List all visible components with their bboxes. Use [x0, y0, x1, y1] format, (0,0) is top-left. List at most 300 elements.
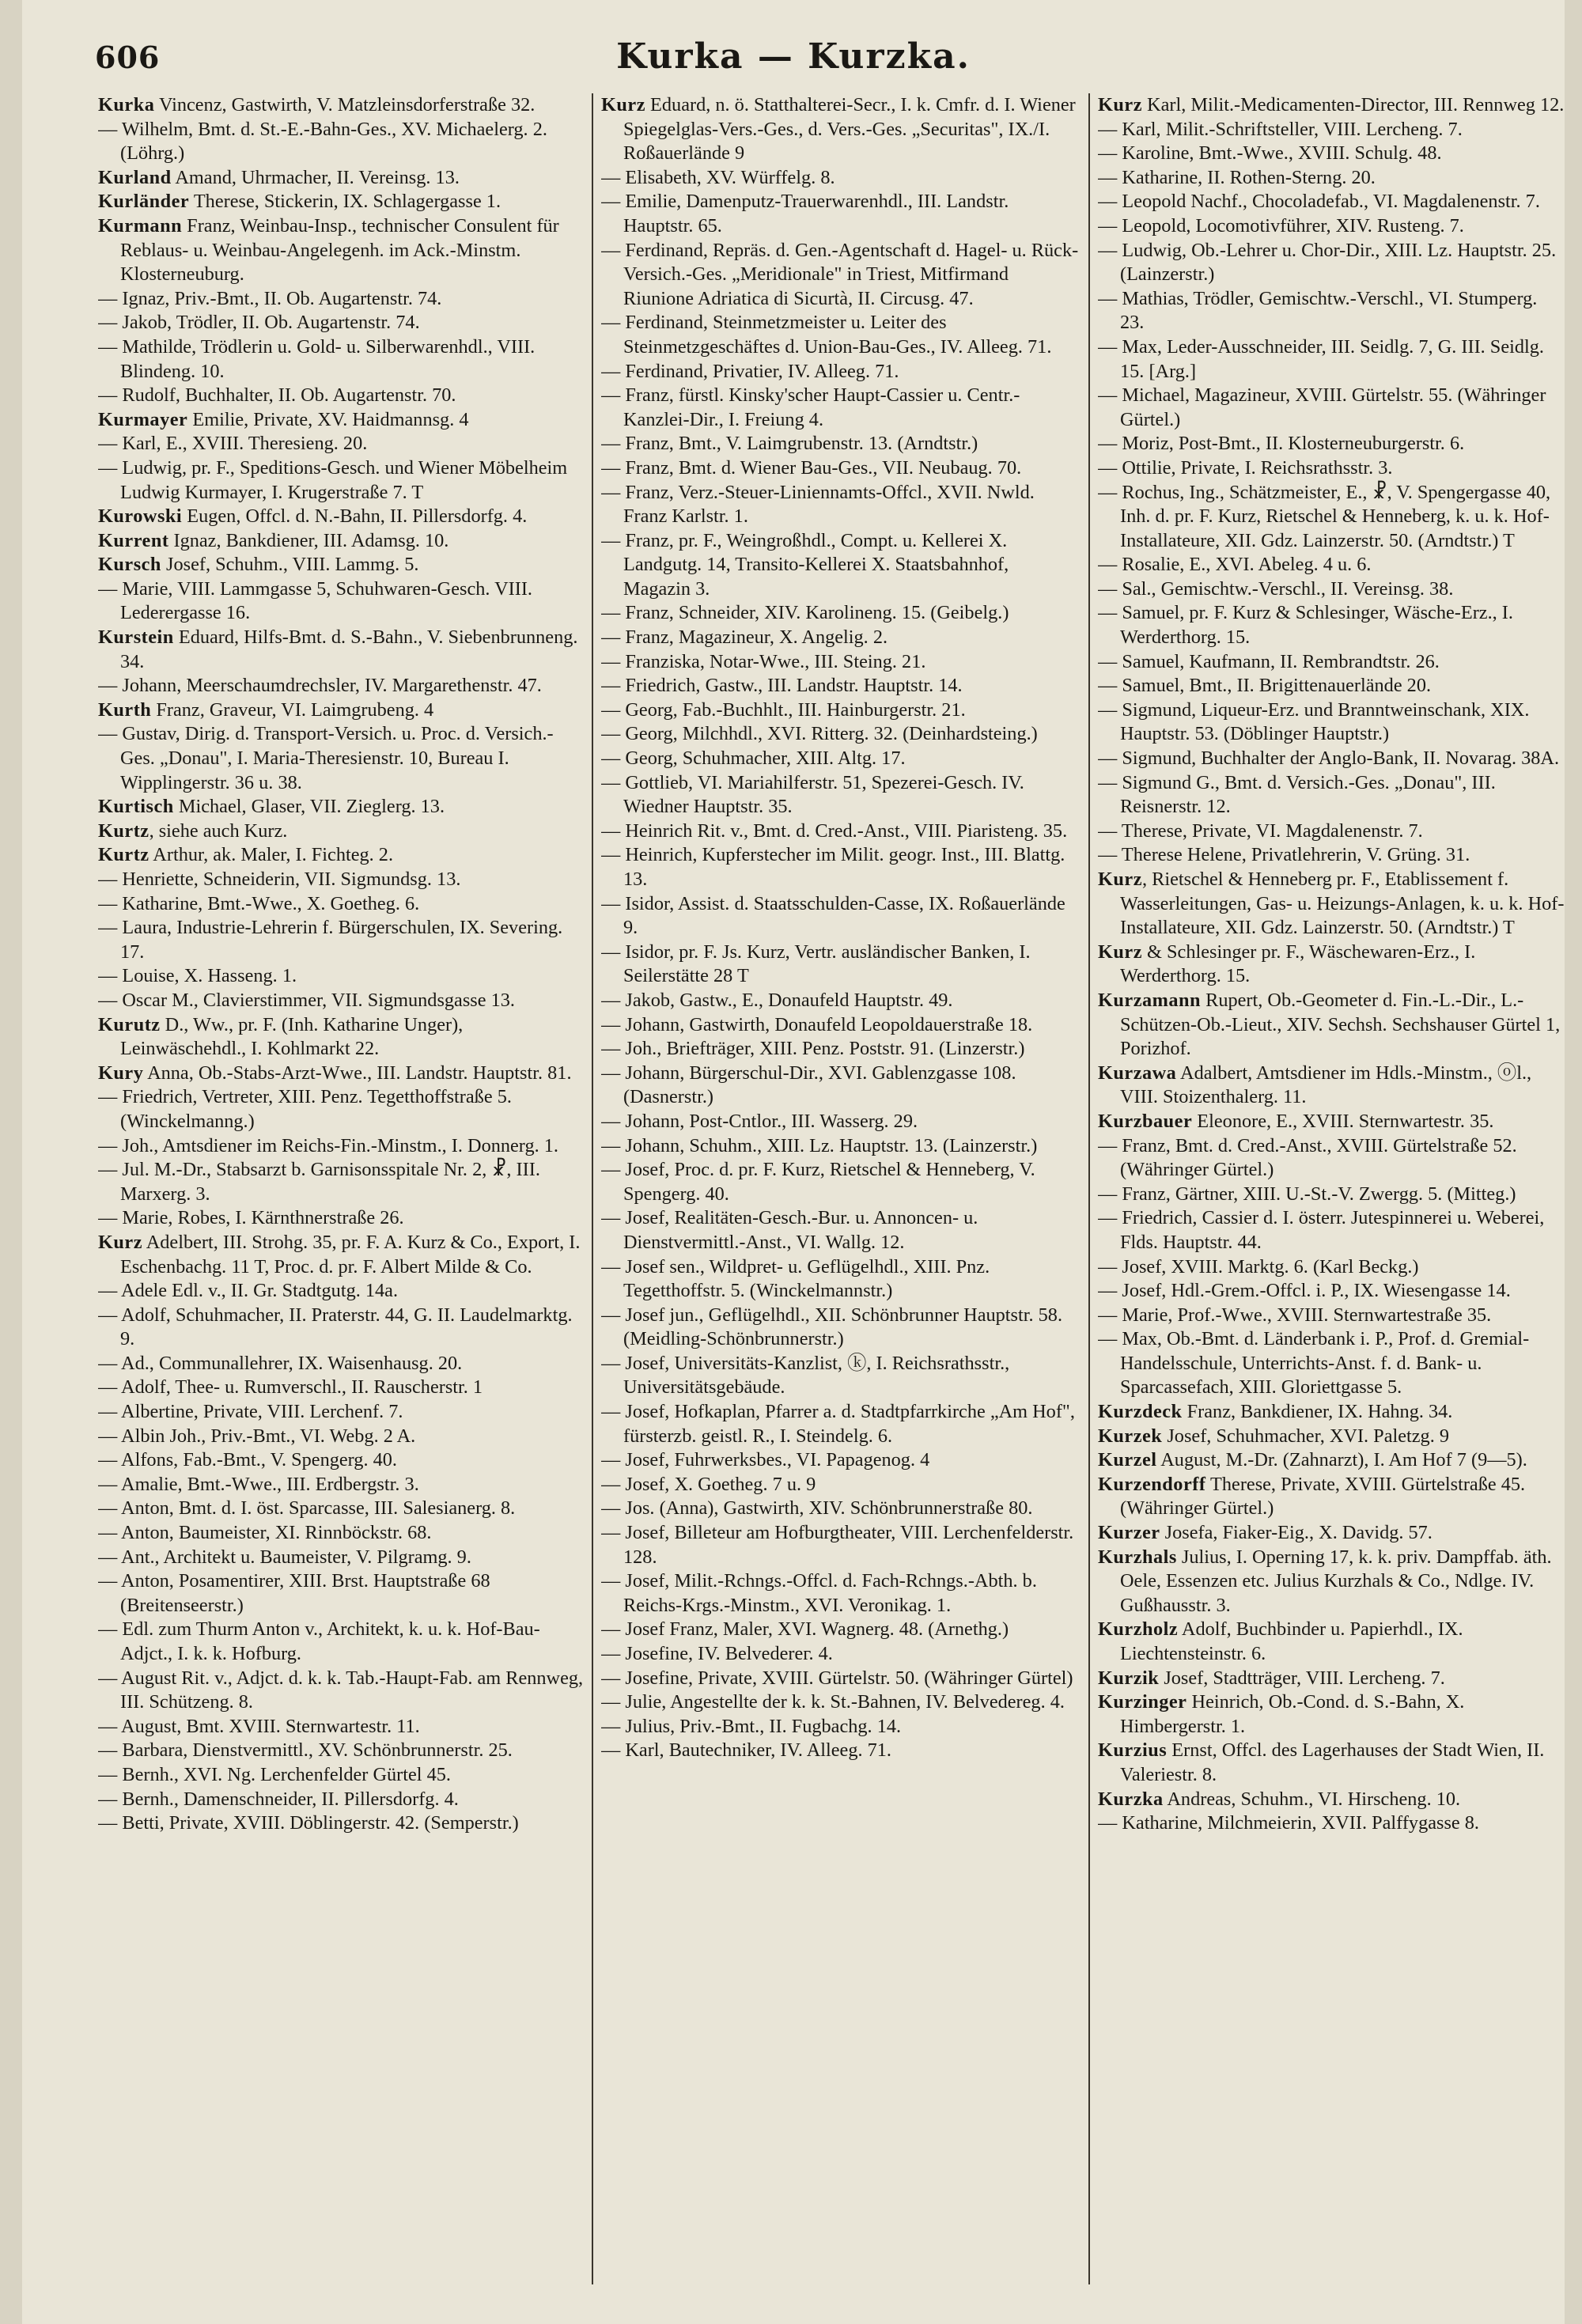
directory-entry	[1098, 335, 1565, 384]
directory-entry	[1098, 287, 1565, 335]
directory-entry	[601, 1715, 1081, 1739]
directory-entry	[601, 1618, 1081, 1642]
directory-entry	[1098, 674, 1565, 698]
entry-details: — Julie, Angestellte der k. k. St.-Bahnen, IV. Belvedereg. 4.	[601, 1691, 1065, 1713]
entry-details: — Josef, Billeteur am Hofburgtheater, VIII. Lerchenfelderstr. 128.	[601, 1522, 1074, 1568]
entry-details: — Ludwig, Ob.-Lehrer u. Chor-Dir., XIII. Lz. Hauptstr. 25. (Lainzerstr.)	[1098, 239, 1557, 286]
directory-entry	[601, 432, 1081, 456]
directory-entry	[1098, 601, 1565, 649]
directory-entry	[601, 626, 1081, 650]
entry-details: — Josefine, IV. Belvederег. 4.	[601, 1643, 833, 1664]
entry-details: — Elisabeth, XV. Würffelg. 8.	[601, 166, 835, 188]
entry-surname: Kurstein	[98, 626, 174, 649]
entry-details: — Franz, Bmt. d. Wiener Bau-Ges., VII. Neubaug. 70.	[601, 456, 1022, 479]
entry-details: — Josef, XVIII. Marktg. 6. (Karl Beckg.)	[1098, 1255, 1419, 1277]
entry-details: Josef, Schuhmacher, XVI. Paletzg. 9	[1162, 1425, 1449, 1447]
directory-entry	[601, 1690, 1081, 1715]
entry-details: — Ant., Architekt u. Baumeister, V. Pilgramg. 9.	[98, 1546, 471, 1568]
directory-entry	[98, 190, 584, 214]
entry-details: Eleonore, E., XVIII. Sternwartestr. 35.	[1192, 1110, 1494, 1132]
entry-details: — Edl. zum Thurm Anton v., Architekt, k. u. k. Hof-Bau-Adjct., I. k. k. Hofburg.	[98, 1618, 540, 1664]
directory-entry	[98, 287, 584, 312]
entry-details: — Betti, Private, XVIII. Döblingerstr. 42. (Semperstr.)	[98, 1812, 519, 1834]
directory-entry	[98, 843, 584, 868]
entry-details: , Rietschel & Henneberg pr. F., Etablissement f. Wasserleitungen, Gas- u. Heizungs-Anlagen, k. u. k. Hof-Installateure, XII. Gdz. Lainzerstr. 50. (Arndtstr.) T	[1120, 869, 1565, 939]
entry-details: Josef, Stadtträger, VIII. Lercheng. 7.	[1159, 1667, 1445, 1689]
entry-details: — Katharine, Bmt.-Wwe., X. Goetheg. 6.	[98, 892, 420, 914]
directory-entry	[601, 1667, 1081, 1691]
entry-details: — Adolf, Schuhmacher, II. Praterstr. 44, G. II. Laudelmarktg. 9.	[98, 1304, 573, 1350]
entry-details: — Adele Edl. v., II. Gr. Stadtgutg. 14a.	[98, 1280, 399, 1302]
entry-details: — Franz, Schneider, XIV. Karolineng. 15. (Geibelg.)	[601, 602, 1009, 624]
directory-entry	[98, 1667, 584, 1715]
entry-details: — Georg, Fab.-Buchhlt., III. Hainburgerstr. 21.	[601, 698, 966, 721]
directory-entry	[601, 1134, 1081, 1159]
entry-details: — Samuel, pr. F. Kurz & Schlesinger, Wäsche-Erz., I. Werderthorg. 15.	[1098, 602, 1513, 649]
directory-entry	[1098, 118, 1565, 142]
directory-entry	[601, 989, 1081, 1013]
entry-details: Arthur, ak. Maler, I. Fichteg. 2.	[149, 844, 394, 866]
entry-surname: Kurz	[1098, 869, 1142, 890]
entry-surname: Kurz	[601, 94, 645, 115]
entry-details: — Laura, Industrie-Lehrerin f. Bürgerschulen, IX. Severing. 17.	[98, 917, 563, 963]
entry-details: — Rosalie, E., XVI. Abeleg. 4 u. 6.	[1098, 554, 1372, 576]
entry-details: — Josef, Fuhrwerksbes., VI. Papagenog. 4	[601, 1449, 930, 1471]
entry-details: — Anton, Bmt. d. I. öst. Sparcasse, III. Salesianerg. 8.	[98, 1497, 516, 1520]
entry-surname: Kurowski	[98, 505, 183, 528]
entry-details: — Anton, Baumeister, XI. Rinnböckstr. 68.	[98, 1522, 432, 1544]
directory-entry	[1098, 432, 1565, 456]
entry-details: — Rochus, Ing., Schätzmeister, E., ☧, V. Spengergasse 40, Inh. d. pr. F. Kurz, Rietschel & Henneberg, k. u. k. Hof-Installateure, XII. Gdz. Lainzerstr. 50. (Arndtstr.) T	[1098, 481, 1551, 551]
directory-entry	[601, 190, 1081, 238]
entry-details: Michael, Glaser, VII. Zieglerg. 13.	[173, 796, 445, 818]
page-number: 606	[95, 40, 161, 75]
entry-details: , siehe auch Kurz.	[149, 819, 288, 842]
directory-entry	[601, 239, 1081, 312]
entry-details: — Sigmund, Buchhalter der Anglo-Bank, II. Novarag. 38A.	[1098, 748, 1560, 770]
entry-details: Franz, Graveur, VI. Laimgrubeng. 4	[151, 698, 434, 721]
directory-entry	[601, 1062, 1081, 1110]
directory-entry	[1098, 456, 1565, 481]
directory-entry	[1098, 1618, 1565, 1666]
entry-details: Adelbert, III. Strohg. 35, pr. F. A. Kurz & Co., Export, I. Eschenbachg. 11 T, Proc. d. pr. F. Albert Milde & Co.	[120, 1231, 581, 1277]
directory-entry	[601, 384, 1081, 432]
entry-details: — Alfons, Fab.-Bmt., V. Spengerg. 40.	[98, 1449, 397, 1471]
entry-details: — Josef, Universitäts-Kanzlist, ⓚ, I. Reichsrathsstr., Universitätsgebäude.	[601, 1352, 1010, 1399]
directory-entry	[98, 674, 584, 698]
entry-details: — Josef, Realitäten-Gesch.-Bur. u. Annoncen- u. Dienstvermittl.-Anst., VI. Wallg. 12.	[601, 1207, 978, 1253]
entry-details: — Franz, Gärtner, XIII. U.-St.-V. Zwergg. 5. (Mitteg.)	[1098, 1183, 1516, 1205]
entry-details: — Mathias, Trödler, Gemischtw.-Verschl., VI. Stumperg. 23.	[1098, 287, 1538, 334]
entry-details: Franz, Weinbau-Insp., technischer Consulent für Reblaus- u. Weinbau-Angelegenh. im Ack.-Minstm. Klosterneuburg.	[120, 214, 559, 286]
entry-details: — Franz, fürstl. Kinsky'scher Haupt-Cassier u. Centr.-Kanzlei-Dir., I. Freiung 4.	[601, 384, 1020, 430]
entry-surname: Kurzdeck	[1098, 1401, 1183, 1423]
directory-entry	[1098, 1304, 1565, 1328]
entry-details: — Karl, Milit.-Schriftsteller, VIII. Lercheng. 7.	[1098, 118, 1463, 140]
directory-entry	[98, 1497, 584, 1521]
entry-surname: Kurzinger	[1098, 1691, 1187, 1713]
entry-details: — Franz, Verz.-Steuer-Liniennamts-Offcl., XVII. Nwld. Franz Karlstr. 1.	[601, 481, 1035, 528]
directory-entry	[1098, 1255, 1565, 1280]
entry-surname: Kurtisch	[98, 796, 174, 818]
directory-entry	[601, 1400, 1081, 1448]
directory-entry	[98, 1788, 584, 1812]
entry-surname: Kurländer	[98, 191, 190, 213]
entry-details: — Max, Ob.-Bmt. d. Länderbank i. P., Prof. d. Gremial-Handelsschule, Unterrichts-Anst. f. d. Bank- u. Sparcassefach, XIII. Gloriettgasse 5.	[1098, 1328, 1530, 1399]
entry-details: — Karl, E., XVIII. Theresieng. 20.	[98, 433, 368, 455]
directory-entry	[601, 674, 1081, 698]
entry-details: — Katharine, II. Rothen-Sterng. 20.	[1098, 166, 1376, 188]
entry-details: — Johann, Meerschaumdrechsler, IV. Margarethenstr. 47.	[98, 675, 542, 697]
entry-details: — Moriz, Post-Bmt., II. Klosterneuburgerstr. 6.	[1098, 433, 1465, 455]
entry-surname: Kurzer	[1098, 1522, 1160, 1544]
directory-entry	[601, 941, 1081, 989]
entry-details: — Louise, X. Hasseng. 1.	[98, 965, 297, 987]
directory-entry	[601, 1158, 1081, 1206]
directory-entry	[98, 989, 584, 1013]
directory-entry	[98, 1085, 584, 1134]
entry-details: Eduard, n. ö. Statthalterei-Secr., I. k. Cmfr. d. I. Wiener Spiegelglas-Vers.-Ges., d. Vers.-Ges. „Securitas", IX./I. Roßauerlände 9	[623, 94, 1076, 165]
entry-details: — Georg, Schuhmacher, XIII. Altg. 17.	[601, 748, 906, 770]
entry-details: — Therese Helene, Privatlehrerin, V. Grüng. 31.	[1098, 844, 1470, 866]
entry-details: — Josef, Proc. d. pr. F. Kurz, Rietschel & Henneberg, V. Spengerg. 40.	[601, 1159, 1035, 1205]
entry-details: — Wilhelm, Bmt. d. St.-E.-Bahn-Ges., XV. Michaelerg. 2. (Löhrg.)	[98, 118, 547, 165]
entry-surname: Kurland	[98, 166, 172, 188]
entry-details: — Samuel, Bmt., II. Brigittenauerlände 20.	[1098, 675, 1432, 697]
directory-entry	[98, 1448, 584, 1473]
entry-details: — Samuel, Kaufmann, II. Rembrandtstr. 26.	[1098, 650, 1440, 672]
running-title: Kurka — Kurzka.	[616, 36, 971, 77]
entry-details: — Sigmund, Liqueur-Erz. und Branntweinschank, XIX. Hauptstr. 53. (Döblinger Hauptstr.)	[1098, 698, 1530, 745]
directory-entry	[1098, 1062, 1565, 1110]
directory-entry	[1098, 1521, 1565, 1546]
entry-details: Franz, Bankdiener, IX. Hahng. 34.	[1182, 1401, 1453, 1423]
entry-details: — Josef, Hofkaplan, Pfarrer a. d. Stadtpfarrkirche „Am Hof", fürsterzb. geistl. R., I. Steindelg. 6.	[601, 1401, 1075, 1447]
entry-details: — Katharine, Milchmeierin, XVII. Palffygasse 8.	[1098, 1812, 1479, 1834]
entry-details: — Josef sen., Wildpret- u. Geflügelhdl., XIII. Pnz. Tegetthoffstr. 5. (Winckelmannstr.)	[601, 1255, 990, 1302]
entry-details: — Josefine, Private, XVIII. Gürtelstr. 50. (Währinger Gürtel)	[601, 1667, 1073, 1689]
directory-entry	[601, 456, 1081, 481]
directory-entry	[1098, 843, 1565, 868]
entry-surname: Kurz	[1098, 94, 1142, 115]
entry-surname: Kury	[98, 1062, 144, 1084]
entry-details: — Heinrich Rit. v., Bmt. d. Cred.-Anst., VIII. Piaristeng. 35.	[601, 819, 1068, 842]
directory-entry	[1098, 650, 1565, 675]
directory-entry	[1098, 747, 1565, 771]
directory-entry	[98, 722, 584, 795]
entry-details: — Anton, Posamentirer, XIII. Brst. Hauptstraße 68 (Breitenseerstr.)	[98, 1570, 490, 1616]
entry-surname: Kurzhals	[1098, 1546, 1177, 1568]
directory-entry	[98, 1739, 584, 1763]
entry-details: — August, Bmt. XVIII. Sternwartestr. 11.	[98, 1715, 420, 1737]
directory-entry	[98, 964, 584, 989]
entry-details: — Ad., Communallehrer, IX. Waisenhausg. 20.	[98, 1352, 463, 1374]
entry-details: — Adolf, Thee- u. Rumverschl., II. Rauscherstr. 1	[98, 1376, 483, 1399]
entry-surname: Kurzamann	[1098, 989, 1202, 1011]
entry-details: — Jul. M.-Dr., Stabsarzt b. Garnisonsspitale Nr. 2, ☧, III. Marxerg. 3.	[98, 1159, 540, 1205]
entry-details: — Emilie, Damenputz-Trauerwarenhdl., III. Landstr. Hauptstr. 65.	[601, 191, 1009, 237]
entry-surname: Kurzik	[1098, 1667, 1160, 1689]
directory-entry	[601, 1448, 1081, 1473]
directory-entry	[1098, 1739, 1565, 1787]
directory-entry	[98, 1158, 584, 1206]
entry-surname: Kurmayer	[98, 408, 188, 430]
entry-details: Emilie, Private, XV. Haidmannsg. 4	[187, 408, 469, 430]
entry-surname: Kurzel	[1098, 1449, 1157, 1471]
directory-entry	[98, 93, 584, 118]
entry-surname: Kurzholz	[1098, 1618, 1179, 1641]
directory-entry	[1098, 868, 1565, 941]
directory-entry	[1098, 142, 1565, 166]
entry-surname: Kurmann	[98, 214, 183, 237]
directory-entry	[1098, 553, 1565, 577]
entry-surname: Kurzius	[1098, 1739, 1168, 1762]
directory-entry	[98, 311, 584, 335]
directory-entry	[1098, 481, 1565, 554]
directory-entry	[601, 722, 1081, 747]
entry-details: — Johann, Post-Cntlor., III. Wasserg. 29.	[601, 1110, 918, 1132]
directory-entry	[601, 819, 1081, 844]
directory-entry	[1098, 1473, 1565, 1521]
entry-details: Andreas, Schuhm., VI. Hirscheng. 10.	[1163, 1788, 1461, 1810]
directory-entry	[1098, 1667, 1565, 1691]
directory-entry	[601, 747, 1081, 771]
directory-entry	[601, 1304, 1081, 1352]
entry-details: — Joh., Amtsdiener im Reichs-Fin.-Minstm., I. Donnerg. 1.	[98, 1134, 558, 1156]
directory-entry	[98, 529, 584, 554]
entry-details: Eduard, Hilfs-Bmt. d. S.-Bahn., V. Siebenbrunneng. 34.	[120, 626, 578, 672]
directory-entry	[98, 1062, 584, 1086]
entry-details: — Sigmund G., Bmt. d. Versich.-Ges. „Donau", III. Reisnerstr. 12.	[1098, 771, 1496, 818]
directory-entry	[1098, 989, 1565, 1062]
directory-entry	[98, 819, 584, 844]
directory-entry	[601, 1739, 1081, 1763]
entry-surname: Kurz	[98, 1231, 142, 1253]
entry-details: — Gustav, Dirig. d. Transport-Versich. u. Proc. d. Versich.-Ges. „Donau", I. Maria-Theresienstr. 10, Bureau I. Wipplingerstr. 36 u. 38.	[98, 723, 554, 793]
directory-entry	[98, 1473, 584, 1497]
directory-entry	[1098, 1811, 1565, 1836]
directory-entry	[1098, 190, 1565, 214]
directory-entry	[601, 1037, 1081, 1062]
directory-entry	[98, 1425, 584, 1449]
entry-surname: Kurzawa	[1098, 1062, 1177, 1084]
directory-entry	[601, 1497, 1081, 1521]
directory-entry	[601, 1352, 1081, 1400]
directory-entry	[1098, 1400, 1565, 1425]
entry-details: — Josef, X. Goetheg. 7 u. 9	[601, 1473, 816, 1495]
directory-entry	[601, 698, 1081, 723]
directory-entry	[98, 1569, 584, 1618]
directory-entry	[98, 335, 584, 384]
directory-entry	[98, 384, 584, 408]
directory-entry	[98, 626, 584, 674]
directory-entry	[98, 1304, 584, 1352]
entry-details: — Ferdinand, Privatier, IV. Alleeg. 71.	[601, 360, 899, 382]
directory-entry	[98, 892, 584, 917]
column-1	[98, 93, 584, 2300]
directory-entry	[1098, 384, 1565, 432]
entry-details: — Henriette, Schneiderin, VII. Sigmundsg. 13.	[98, 869, 461, 890]
directory-entry	[601, 481, 1081, 529]
entry-details: Vincenz, Gastwirth, V. Matzleinsdorferstraße 32.	[154, 94, 536, 115]
directory-entry	[98, 1618, 584, 1666]
directory-entry	[1098, 941, 1565, 989]
entry-details: — Franz, Bmt., V. Laimgrubenstr. 13. (Arndtstr.)	[601, 433, 978, 455]
entry-surname: Kurka	[98, 94, 155, 115]
directory-entry	[601, 1642, 1081, 1667]
entry-details: — Heinrich, Kupferstecher im Milit. geogr. Inst., III. Blattg. 13.	[601, 844, 1065, 890]
entry-details: — Ludwig, pr. F., Speditions-Gesch. und Wiener Möbelheim Ludwig Kurmayer, I. Krugerstraße 7. T	[98, 456, 568, 503]
directory-entry	[1098, 1788, 1565, 1812]
entry-details: August, M.-Dr. (Zahnarzt), I. Am Hof 7 (9—5).	[1156, 1449, 1527, 1471]
entry-details: — Franz, pr. F., Weingroßhdl., Compt. u. Kellerei X. Landgutg. 14, Transito-Kellerei X. Staatsbahnhof, Magazin 3.	[601, 529, 1009, 600]
entry-details: — Leopold, Locomotivführer, XIV. Rusteng. 7.	[1098, 214, 1464, 237]
entry-surname: Kurrent	[98, 529, 169, 551]
directory-entry	[98, 214, 584, 287]
entry-details: — Bernh., Damenschneider, II. Pillersdorfg. 4.	[98, 1788, 459, 1810]
entry-surname: Kurth	[98, 698, 152, 721]
directory-entry	[601, 601, 1081, 626]
directory-entry	[601, 1521, 1081, 1569]
directory-entry	[1098, 239, 1565, 287]
directory-entry	[1098, 1110, 1565, 1134]
directory-entry	[1098, 214, 1565, 239]
entry-details: — Josef Franz, Maler, XVI. Wagnerg. 48. (Arnethg.)	[601, 1618, 1009, 1641]
entry-details: Adolf, Buchbinder u. Papierhdl., IX. Liechtensteinstr. 6.	[1120, 1618, 1463, 1664]
directory-entry	[98, 118, 584, 166]
entry-details: — Isidor, Assist. d. Staatsschulden-Casse, IX. Roßauerlände 9.	[601, 892, 1065, 939]
entry-details: — Joh., Briefträger, XIII. Penz. Poststr. 91. (Linzerstr.)	[601, 1038, 1025, 1060]
directory-entry	[601, 1206, 1081, 1255]
entry-details: Ignaz, Bankdiener, III. Adamsg. 10.	[168, 529, 449, 551]
entry-details: — Karl, Bautechniker, IV. Alleeg. 71.	[601, 1739, 891, 1762]
directory-entry	[98, 1279, 584, 1304]
entry-details: D., Ww., pr. F. (Inh. Katharine Unger), Leinwäschehdl., I. Kohlmarkt 22.	[120, 1013, 464, 1060]
entry-details: — Isidor, pr. F. Js. Kurz, Vertr. ausländischer Banken, I. Seilerstätte 28 T	[601, 941, 1031, 987]
entry-details: — Julius, Priv.-Bmt., II. Fugbachg. 14.	[601, 1715, 902, 1737]
directory-entry	[601, 166, 1081, 191]
directory-entry	[1098, 577, 1565, 602]
entry-details: — Ferdinand, Steinmetzmeister u. Leiter des Steinmetzgeschäftes d. Union-Bau-Ges., IV. Alleeg. 71.	[601, 312, 1052, 358]
directory-entry	[98, 1521, 584, 1546]
directory-entry	[98, 577, 584, 626]
entry-details: — Gottlieb, VI. Mariahilferstr. 51, Spezerei-Gesch. IV. Wiedner Hauptstr. 35.	[601, 771, 1024, 818]
entry-surname: Kurzendorff	[1098, 1473, 1206, 1495]
entry-details: — Barbara, Dienstvermittl., XV. Schönbrunnerstr. 25.	[98, 1739, 513, 1762]
entry-details: Therese, Stickerin, IX. Schlagergasse 1.	[189, 191, 501, 213]
entry-details: — Leopold Nachf., Chocoladefab., VI. Magdalenenstr. 7.	[1098, 191, 1540, 213]
entry-details: — Sal., Gemischtw.-Verschl., II. Vereinsg. 38.	[1098, 577, 1454, 600]
entry-details: — Therese, Private, VI. Magdalenenstr. 7.	[1098, 819, 1423, 842]
entry-details: Karl, Milit.-Medicamenten-Director, III. Rennweg 12.	[1141, 94, 1565, 115]
directory-entry	[601, 771, 1081, 819]
column-2	[601, 93, 1081, 2300]
entry-details: — Rudolf, Buchhalter, II. Ob. Augartenstr. 70.	[98, 384, 456, 407]
entry-details: Amand, Uhrmacher, II. Vereinsg. 13.	[171, 166, 460, 188]
directory-entry	[98, 1715, 584, 1739]
column-rule	[1088, 93, 1090, 2284]
directory-entry	[98, 505, 584, 529]
entry-details: — Friedrich, Gastw., III. Landstr. Hauptstr. 14.	[601, 675, 963, 697]
directory-entry	[601, 1473, 1081, 1497]
directory-entry	[1098, 1183, 1565, 1207]
directory-entry	[98, 1206, 584, 1231]
entry-surname: Kurzek	[1098, 1425, 1163, 1447]
entry-details: — Josef jun., Geflügelhdl., XII. Schönbrunner Hauptstr. 58. (Meidling-Schönbrunnerstr.)	[601, 1304, 1063, 1350]
entry-details: — Karoline, Bmt.-Wwe., XVIII. Schulg. 48.	[1098, 142, 1442, 165]
entry-details: — Johann, Schuhm., XIII. Lz. Hauptstr. 13. (Lainzerstr.)	[601, 1134, 1038, 1156]
directory-entry	[98, 795, 584, 819]
entry-details: — Max, Leder-Ausschneider, III. Seidlg. 7, G. III. Seidlg. 15. [Arg.]	[1098, 335, 1544, 382]
directory-entry	[98, 1352, 584, 1376]
directory-entry	[98, 1400, 584, 1425]
entry-surname: Kurz	[1098, 941, 1142, 963]
entry-details: — Friedrich, Cassier d. I. österr. Jutespinnerei u. Weberei, Flds. Hauptstr. 44.	[1098, 1207, 1545, 1253]
entry-surname: Kurutz	[98, 1013, 161, 1035]
directory-entry	[1098, 166, 1565, 191]
directory-entry	[1098, 93, 1565, 118]
directory-entry	[98, 456, 584, 505]
entry-details: — Josef, Hdl.-Grem.-Offcl. i. P., IX. Wiesengasse 14.	[1098, 1280, 1511, 1302]
directory-entry	[98, 1013, 584, 1062]
entry-details: Eugen, Offcl. d. N.-Bahn, II. Pillersdorfg. 4.	[182, 505, 528, 528]
directory-entry	[1098, 1546, 1565, 1618]
entry-details: — Amalie, Bmt.-Wwe., III. Erdbergstr. 3.	[98, 1473, 419, 1495]
directory-entry	[601, 650, 1081, 675]
entry-details: — Jos. (Anna), Gastwirth, XIV. Schönbrunnerstraße 80.	[601, 1497, 1033, 1520]
entry-details: Julius, I. Operning 17, k. k. priv. Dampffab. äth. Oele, Essenzen etc. Julius Kurzhals & Co., Ndlge. IV. Gußhausstr. 3.	[1120, 1546, 1552, 1616]
directory-entry	[601, 843, 1081, 891]
entry-details: — Ottilie, Private, I. Reichsrathsstr. 3.	[1098, 456, 1393, 479]
directory-entry	[601, 360, 1081, 384]
directory-entry	[1098, 1279, 1565, 1304]
directory-entry	[601, 1110, 1081, 1134]
directory-entry	[98, 1376, 584, 1400]
directory-entry	[98, 1231, 584, 1279]
entry-details: — Albin Joh., Priv.-Bmt., VI. Webg. 2 A.	[98, 1425, 416, 1447]
directory-entry	[98, 553, 584, 577]
entry-details: — Franziska, Notar-Wwe., III. Steing. 21.	[601, 650, 926, 672]
directory-entry	[98, 916, 584, 964]
column-rule	[592, 93, 593, 2284]
directory-entry	[98, 1546, 584, 1570]
directory-entry	[1098, 1690, 1565, 1739]
entry-surname: Kurtz	[98, 819, 149, 842]
directory-entry	[601, 529, 1081, 602]
entry-details: Josefa, Fiaker-Eig., X. Davidg. 57.	[1160, 1522, 1433, 1544]
entry-details: — Bernh., XVI. Ng. Lerchenfelder Gürtel 45.	[98, 1763, 451, 1785]
entry-details: — Marie, VIII. Lammgasse 5, Schuhwaren-Gesch. VIII. Lederergasse 16.	[98, 577, 532, 624]
entry-details: — August Rit. v., Adjct. d. k. k. Tab.-Haupt-Fab. am Rennweg, III. Schützeng. 8.	[98, 1667, 584, 1713]
directory-page	[22, 0, 1565, 2324]
entry-details: — Marie, Prof.-Wwe., XVIII. Sternwartestraße 35.	[1098, 1304, 1492, 1326]
entry-details: — Johann, Bürgerschul-Dir., XVI. Gablenzgasse 108. (Dasnerstr.)	[601, 1062, 1016, 1108]
entry-details: Heinrich, Ob.-Cond. d. S.-Bahn, X. Himbergerstr. 1.	[1120, 1691, 1465, 1737]
directory-entry	[98, 432, 584, 456]
directory-entry	[98, 408, 584, 433]
entry-details: — Oscar M., Clavierstimmer, VII. Sigmundsgasse 13.	[98, 989, 515, 1011]
directory-entry	[1098, 1425, 1565, 1449]
directory-entry	[1098, 698, 1565, 747]
entry-details: — Friedrich, Vertreter, XIII. Penz. Tegetthoffstraße 5. (Winckelmanng.)	[98, 1086, 512, 1132]
directory-entry	[1098, 1206, 1565, 1255]
directory-entry	[601, 892, 1081, 941]
entry-details: Rupert, Ob.-Geometer d. Fin.-L.-Dir., L.-Schützen-Ob.-Lieut., XIV. Sechsh. Sechshauser Gürtel 1, Porizhof.	[1120, 989, 1561, 1060]
entry-details: Adalbert, Amtsdiener im Hdls.-Minstm., ⓞl., VIII. Stoizenthalerg. 11.	[1120, 1062, 1532, 1108]
directory-entry	[1098, 1327, 1565, 1400]
entry-details: — Albertine, Private, VIII. Lerchenf. 7.	[98, 1401, 403, 1423]
directory-entry	[98, 698, 584, 723]
